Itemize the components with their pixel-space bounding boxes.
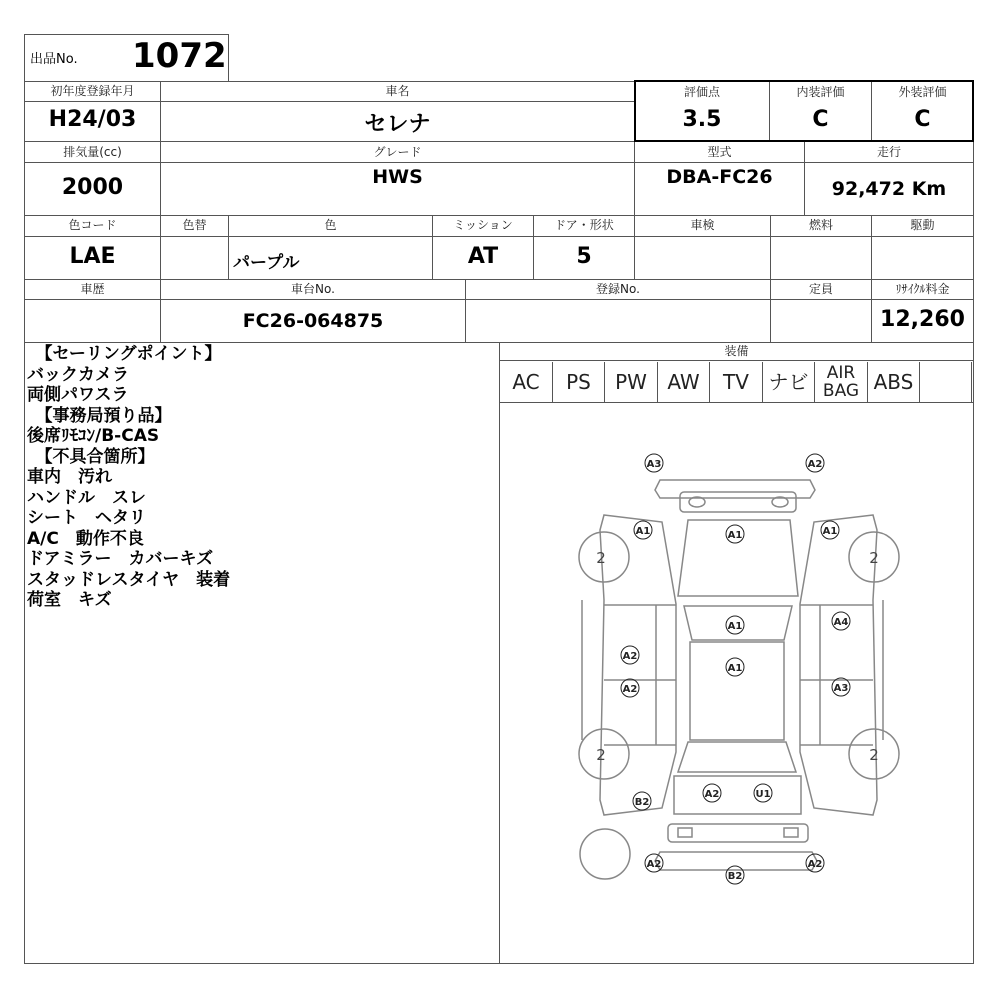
history-label: 車歴 (80, 282, 105, 296)
note-line: ドアミラー カバーキズ (27, 549, 214, 569)
note-line: スタッドレスタイヤ 装着 (27, 569, 231, 590)
damage-mark: A1 (822, 526, 838, 537)
inspection-label: 車検 (690, 218, 715, 232)
note-line: 【不具合箇所】 (27, 446, 155, 467)
model-label: 型式 (707, 145, 732, 159)
color-label: 色 (324, 218, 337, 232)
first-reg-label: 初年度登録年月 (50, 84, 135, 98)
capacity-label: 定員 (808, 282, 833, 296)
equip-abs: ABS (868, 362, 920, 402)
drive-label: 駆動 (910, 218, 935, 232)
damage-mark: A4 (833, 617, 849, 628)
exterior-value: C (914, 107, 931, 132)
mission-value: AT (467, 244, 499, 269)
note-line: バックカメラ (27, 364, 129, 385)
equip-tv: TV (710, 362, 763, 402)
score-value: 3.5 (682, 107, 722, 132)
damage-mark: A2 (646, 859, 662, 870)
tire-mark: 2 (869, 549, 879, 567)
exterior-label: 外装評価 (898, 85, 947, 99)
note-line: 車内 汚れ (27, 467, 112, 487)
equip-blank (920, 362, 972, 402)
damage-mark: A2 (807, 859, 823, 870)
first-reg-value: H24/03 (48, 107, 137, 132)
note-line: A/C 動作不良 (27, 528, 144, 549)
color-code-value: LAE (69, 244, 116, 269)
damage-mark: B2 (634, 797, 650, 808)
mission-label: ミッション (453, 218, 513, 232)
tire-mark: 2 (869, 746, 879, 764)
equip-ac: AC (500, 362, 553, 402)
note-line: ハンドル スレ (27, 487, 146, 508)
note-line: 後席ﾘﾓｺﾝ/B-CAS (27, 426, 160, 446)
mileage-label: 走行 (876, 145, 901, 159)
lot-label: 出品No. (30, 52, 78, 67)
equip-navi: ナビ (763, 362, 815, 402)
note-line: 【事務局預り品】 (27, 405, 172, 426)
note-line: シート ヘタリ (27, 508, 146, 528)
damage-mark: A2 (622, 651, 638, 662)
damage-mark: A1 (635, 526, 651, 537)
fuel-label: 燃料 (808, 218, 833, 232)
door-label: ドア・形状 (554, 218, 614, 232)
grade-value: HWS (372, 166, 423, 188)
chassis-value: FC26-064875 (242, 310, 384, 332)
color-value: パープル (233, 253, 300, 273)
mileage-value: 92,472 Km (831, 178, 947, 200)
damage-mark: A1 (727, 530, 743, 541)
notes-section (27, 344, 497, 611)
car-name-label: 車名 (385, 84, 410, 98)
damage-mark: A3 (833, 683, 849, 694)
note-line: 荷室 キズ (27, 590, 112, 610)
color-code-label: 色コード (68, 218, 117, 232)
damage-mark: A2 (704, 789, 720, 800)
model-value: DBA-FC26 (666, 166, 773, 188)
chassis-label: 車台No. (291, 282, 335, 296)
tire-mark: 2 (596, 549, 606, 567)
note-line: 【セーリングポイント】 (27, 344, 222, 364)
vehicle-damage-diagram (560, 440, 920, 890)
tire-mark: 2 (596, 746, 606, 764)
damage-mark: A3 (646, 459, 662, 470)
door-value: 5 (576, 244, 592, 269)
damage-mark: B2 (727, 871, 743, 882)
repaint-label: 色替 (182, 218, 207, 232)
recycle-label: ﾘｻｲｸﾙ料金 (895, 282, 950, 296)
equip-ps: PS (553, 362, 605, 402)
equip-airbag: AIR BAG (815, 362, 868, 402)
score-label: 評価点 (683, 85, 720, 99)
lot-number: 1072 (132, 36, 227, 76)
damage-mark: U1 (755, 789, 771, 800)
car-name-value: セレナ (364, 112, 431, 137)
reg-no-label: 登録No. (596, 282, 640, 296)
damage-mark: A1 (727, 621, 743, 632)
damage-mark: A1 (727, 663, 743, 674)
equip-aw: AW (658, 362, 710, 402)
equipment-label: 装備 (724, 344, 749, 358)
displacement-label: 排気量(cc) (63, 145, 122, 159)
displacement-value: 2000 (61, 175, 124, 200)
grade-label: グレード (373, 145, 422, 159)
interior-value: C (812, 107, 829, 132)
damage-mark: A2 (807, 459, 823, 470)
damage-mark: A2 (622, 684, 638, 695)
note-line: 両側パワスラ (27, 385, 129, 405)
recycle-value: 12,260 (880, 307, 965, 332)
interior-label: 内装評価 (796, 85, 845, 99)
equip-pw: PW (605, 362, 658, 402)
